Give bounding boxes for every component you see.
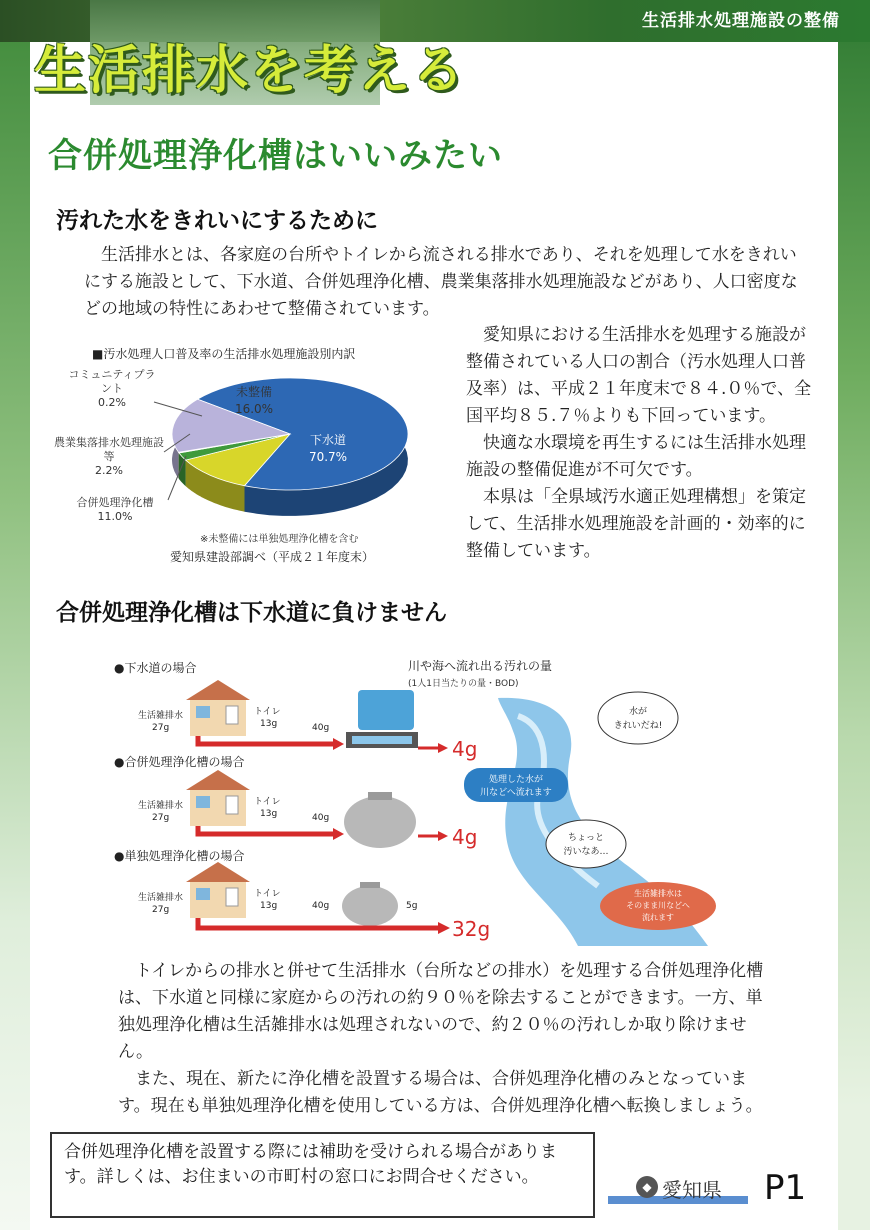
bubble-dirty-line2: 汚いなあ… [563,847,609,857]
callout-untreated-line2: そのまま川などへ [626,901,690,910]
section1-intro [84,242,812,323]
community-value: 0.2% [98,396,126,409]
river-title: 川や海へ流れ出る汚れの量 [408,659,553,673]
case2-label: ●合併処理浄化槽の場合 [114,755,245,769]
treatment-diagram [108,656,808,946]
speech-bubble-clean [598,692,678,744]
callout-treated-line1: 処理した水が [488,775,544,785]
aichi-logo [608,1174,748,1204]
callout-treated-line2: 川などへ流れます [480,788,552,798]
section2-title: 合併処理浄化槽は下水道に負けません [56,600,447,626]
output-arrow-1-head [438,743,448,753]
bubble-dirty-line1: ちょっと [567,833,605,843]
slice-label-community [64,368,160,410]
section-label: 生活排水処理施設の整備 [642,11,840,31]
right-para-3: 本県は「全県域汚水適正処理構想」を策定して、生活排水処理施設を計画的・効率的に整備しています。 [466,487,806,561]
flow-arrow-2a-head [333,828,344,840]
slice-label-unserved-value: 16.0% [234,402,274,416]
flow-arrow-3-head [438,922,450,934]
pie-leader-lines [150,390,230,510]
graywater-label: 生活雑排水 [138,893,184,903]
section2-para-1: トイレからの排水と併せて生活排水（台所などの排水）を処理する合併処理浄化槽は、下水道と同様に家庭からの汚れの約９０％を除去することができます。一方、単独処理浄化槽は生活雑排水は処理されないので、約２０％の汚れしか取り除けません。 [118,961,764,1062]
section2-text [118,958,774,1120]
combined-value: 11.0% [97,510,133,523]
output-amount-3: 32g [452,917,491,941]
flow-arrow-1a [198,736,333,744]
subsidy-notice-box: 合併処理浄化槽を設置する際には補助を受けられる場合があります。詳しくは、お住まいの市町村の窓口にお問合せください。 [50,1132,595,1218]
graywater-label: 生活雑排水 [138,801,184,811]
community-name: コミュニティプラント [68,368,156,395]
logo-text: 愛知県 [662,1178,722,1202]
chart-title: ■汚水処理人口普及率の生活排水処理施設別内訳 [92,347,356,361]
toilet-label: トイレ [254,797,281,807]
single-extra-amount: 5g [406,901,418,911]
toilet-amount: 13g [260,719,278,729]
output-arrow-2-head [438,831,448,841]
combined-amount-3: 40g [312,901,330,911]
toilet-label: トイレ [254,889,281,899]
rural-name: 農業集落排水処理施設等 [54,436,164,463]
house-icon [186,862,250,918]
page-number: P1 [764,1168,807,1208]
chart-source: 愛知県建設部調べ（平成２１年度末） [170,550,375,564]
combined-amount-2: 40g [312,813,330,823]
callout-untreated-line3: 流れます [642,913,674,922]
graywater-label: 生活雑排水 [138,711,184,721]
section1-right-text [466,322,816,565]
case1-label: ●下水道の場合 [114,661,197,675]
chart-note: ※未整備には単独処理浄化槽を含む [200,534,359,545]
callout-untreated-water [600,882,716,930]
single-tank-icon [342,882,398,926]
section2-para-2: また、現在、新たに浄化槽を設置する場合は、合併処理浄化槽のみとなっています。現在も単独処理浄化槽を使用している方は、合併処理浄化槽へ転換しましょう。 [118,1069,763,1116]
case3-label: ●単独処理浄化槽の場合 [114,849,245,863]
right-green-border [838,0,870,1230]
graywater-amount: 27g [152,813,170,823]
callout-untreated-line1: 生活雑排水は [634,889,682,898]
slice-label-sewer-value: 70.7% [308,450,348,464]
right-para-1: 愛知県における生活排水を処理する施設が整備されている人口の割合（汚水処理人口普及率）は、平成２１年度末で８４.０％で、全国平均８５.７％よりも下回っています。 [466,325,812,426]
rural-value: 2.2% [95,464,123,477]
page-title: 生活排水を考える [34,41,467,101]
output-amount-1: 4g [452,737,478,761]
combined-amount-1: 40g [312,723,330,733]
callout-treated-water [464,768,568,802]
section1-title: 汚れた水をきれいにするために [56,208,378,234]
left-green-border [0,0,30,1230]
prefecture-emblem-icon: ◆ [636,1176,658,1198]
bubble-clean-line1: 水が [628,707,648,717]
bubble-clean-line2: きれいだね! [613,721,663,731]
combined-name: 合併処理浄化槽 [76,496,154,509]
graywater-amount: 27g [152,905,170,915]
right-para-2: 快適な水環境を再生するには生活排水処理施設の整備促進が不可欠です。 [466,433,806,480]
graywater-amount: 27g [152,723,170,733]
toilet-amount: 13g [260,901,278,911]
house-icon [186,680,250,736]
slice-label-sewer-name: 下水道 [309,433,347,447]
output-amount-2: 4g [452,825,478,849]
sewage-plant-icon [346,690,418,748]
intro-text: 生活排水とは、各家庭の台所やトイレから流される排水であり、それを処理して水をきれいにする施設として、下水道、合併処理浄化槽、農業集落排水処理施設などがあり、人口密度などの地域の特性にあわせて整備されています。 [84,245,798,319]
headline: 合併処理浄化槽はいいみたい [48,136,503,176]
flow-arrow-1a-head [333,738,344,750]
toilet-amount: 13g [260,809,278,819]
house-icon [186,770,250,826]
slice-label-unserved-name: 未整備 [235,385,273,399]
flow-arrow-2a [198,826,333,834]
toilet-label: トイレ [254,707,281,717]
speech-bubble-dirty [546,820,626,868]
river-subtitle: (1人1日当たりの量・BOD) [408,679,519,689]
septic-tank-icon [344,792,416,848]
flow-arrow-3 [198,918,438,928]
